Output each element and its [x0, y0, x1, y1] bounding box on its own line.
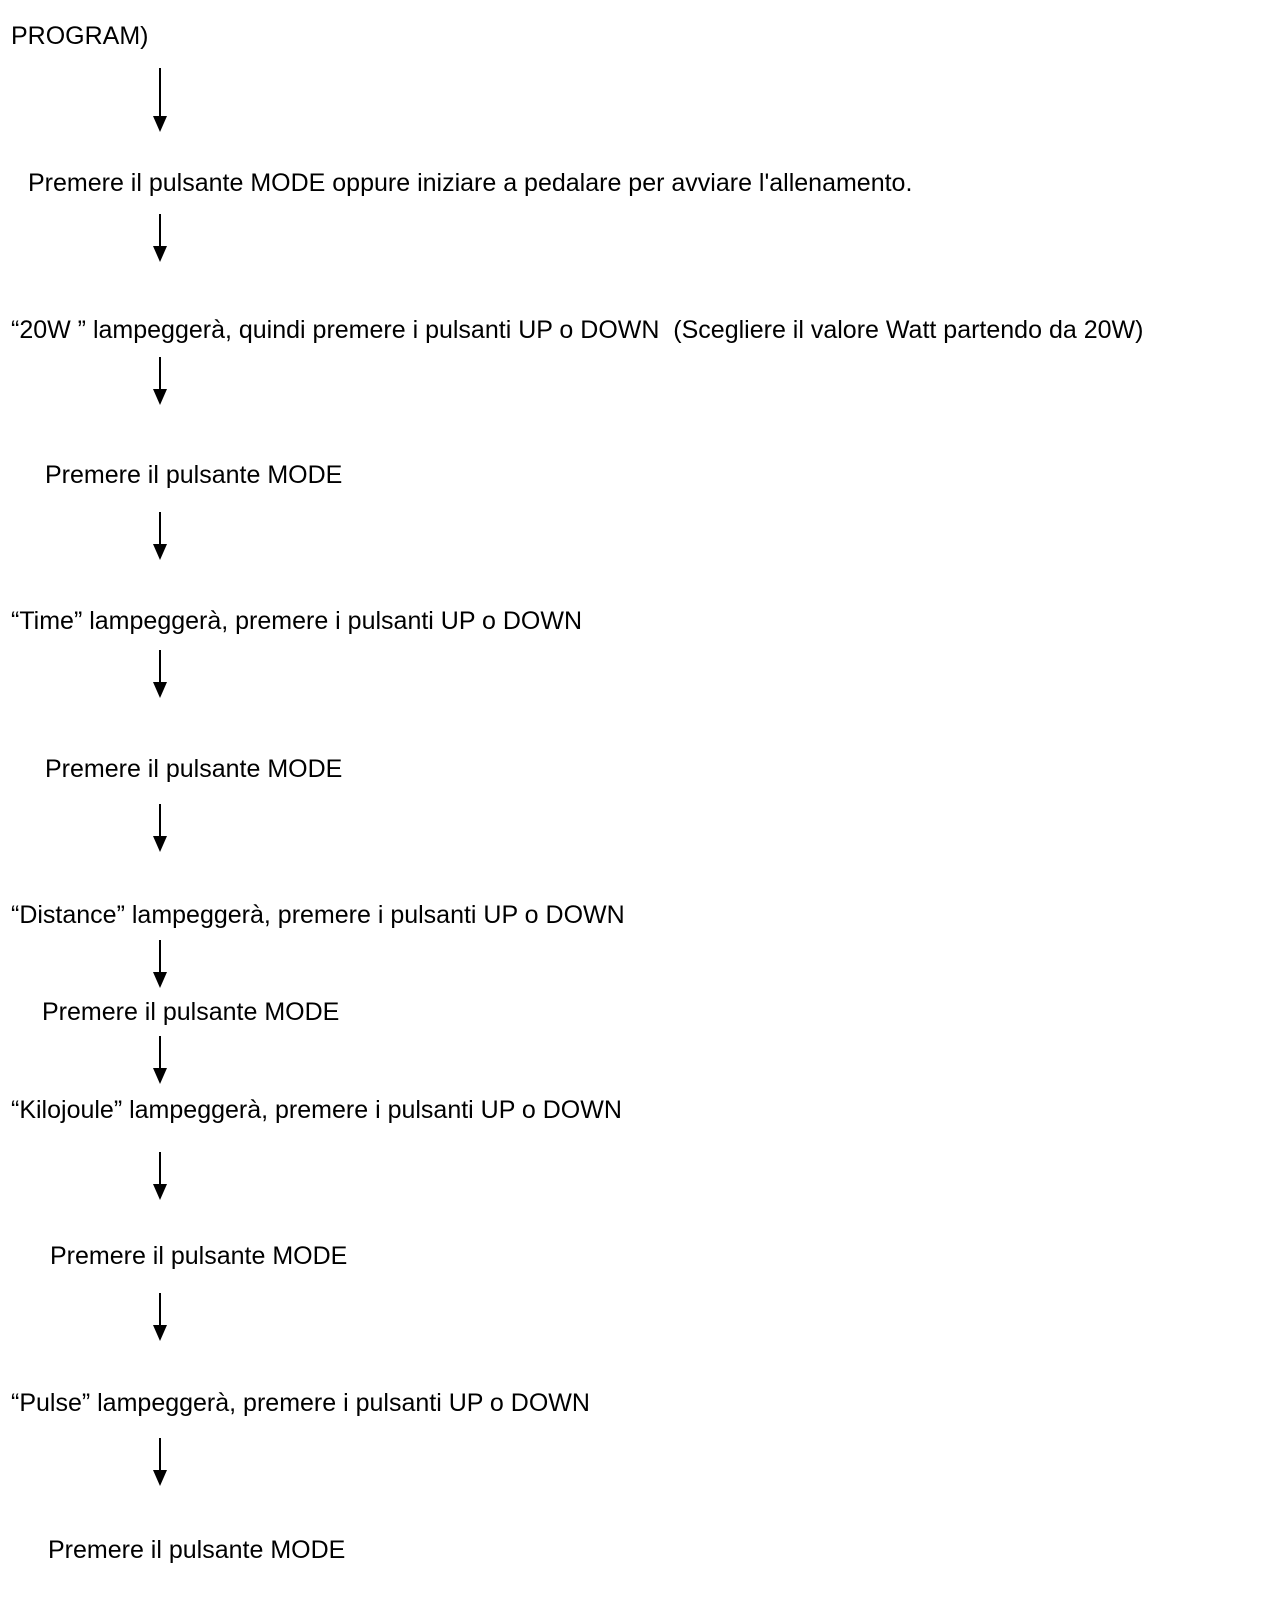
- step-kilojoule: “Kilojoule” lampeggerà, premere i pulsanti UP o DOWN: [11, 1096, 622, 1124]
- down-arrow-icon: [150, 214, 170, 264]
- step-program: PROGRAM): [11, 22, 149, 50]
- down-arrow-icon: [150, 1036, 170, 1086]
- down-arrow-icon: [150, 804, 170, 854]
- step-mode-5: Premere il pulsante MODE: [48, 1536, 346, 1564]
- step-pulse: “Pulse” lampeggerà, premere i pulsanti UP o DOWN: [11, 1389, 590, 1417]
- step-start-workout: Premere il pulsante MODE oppure iniziare a pedalare per avviare l'allenamento.: [28, 169, 913, 197]
- down-arrow-icon: [150, 1293, 170, 1343]
- step-mode-3: Premere il pulsante MODE: [42, 998, 340, 1026]
- down-arrow-icon: [150, 1152, 170, 1202]
- down-arrow-icon: [150, 650, 170, 700]
- down-arrow-icon: [150, 1438, 170, 1488]
- down-arrow-icon: [150, 512, 170, 562]
- step-mode-1: Premere il pulsante MODE: [45, 461, 343, 489]
- step-time: “Time” lampeggerà, premere i pulsanti UP o DOWN: [11, 607, 583, 635]
- down-arrow-icon: [150, 68, 170, 134]
- down-arrow-icon: [150, 940, 170, 990]
- step-distance: “Distance” lampeggerà, premere i pulsanti UP o DOWN: [11, 901, 625, 929]
- step-watt: “20W ” lampeggerà, quindi premere i pulsanti UP o DOWN (Scegliere il valore Watt partendo da 20W): [11, 316, 1144, 344]
- step-mode-2: Premere il pulsante MODE: [45, 755, 343, 783]
- down-arrow-icon: [150, 357, 170, 407]
- step-mode-4: Premere il pulsante MODE: [50, 1242, 348, 1270]
